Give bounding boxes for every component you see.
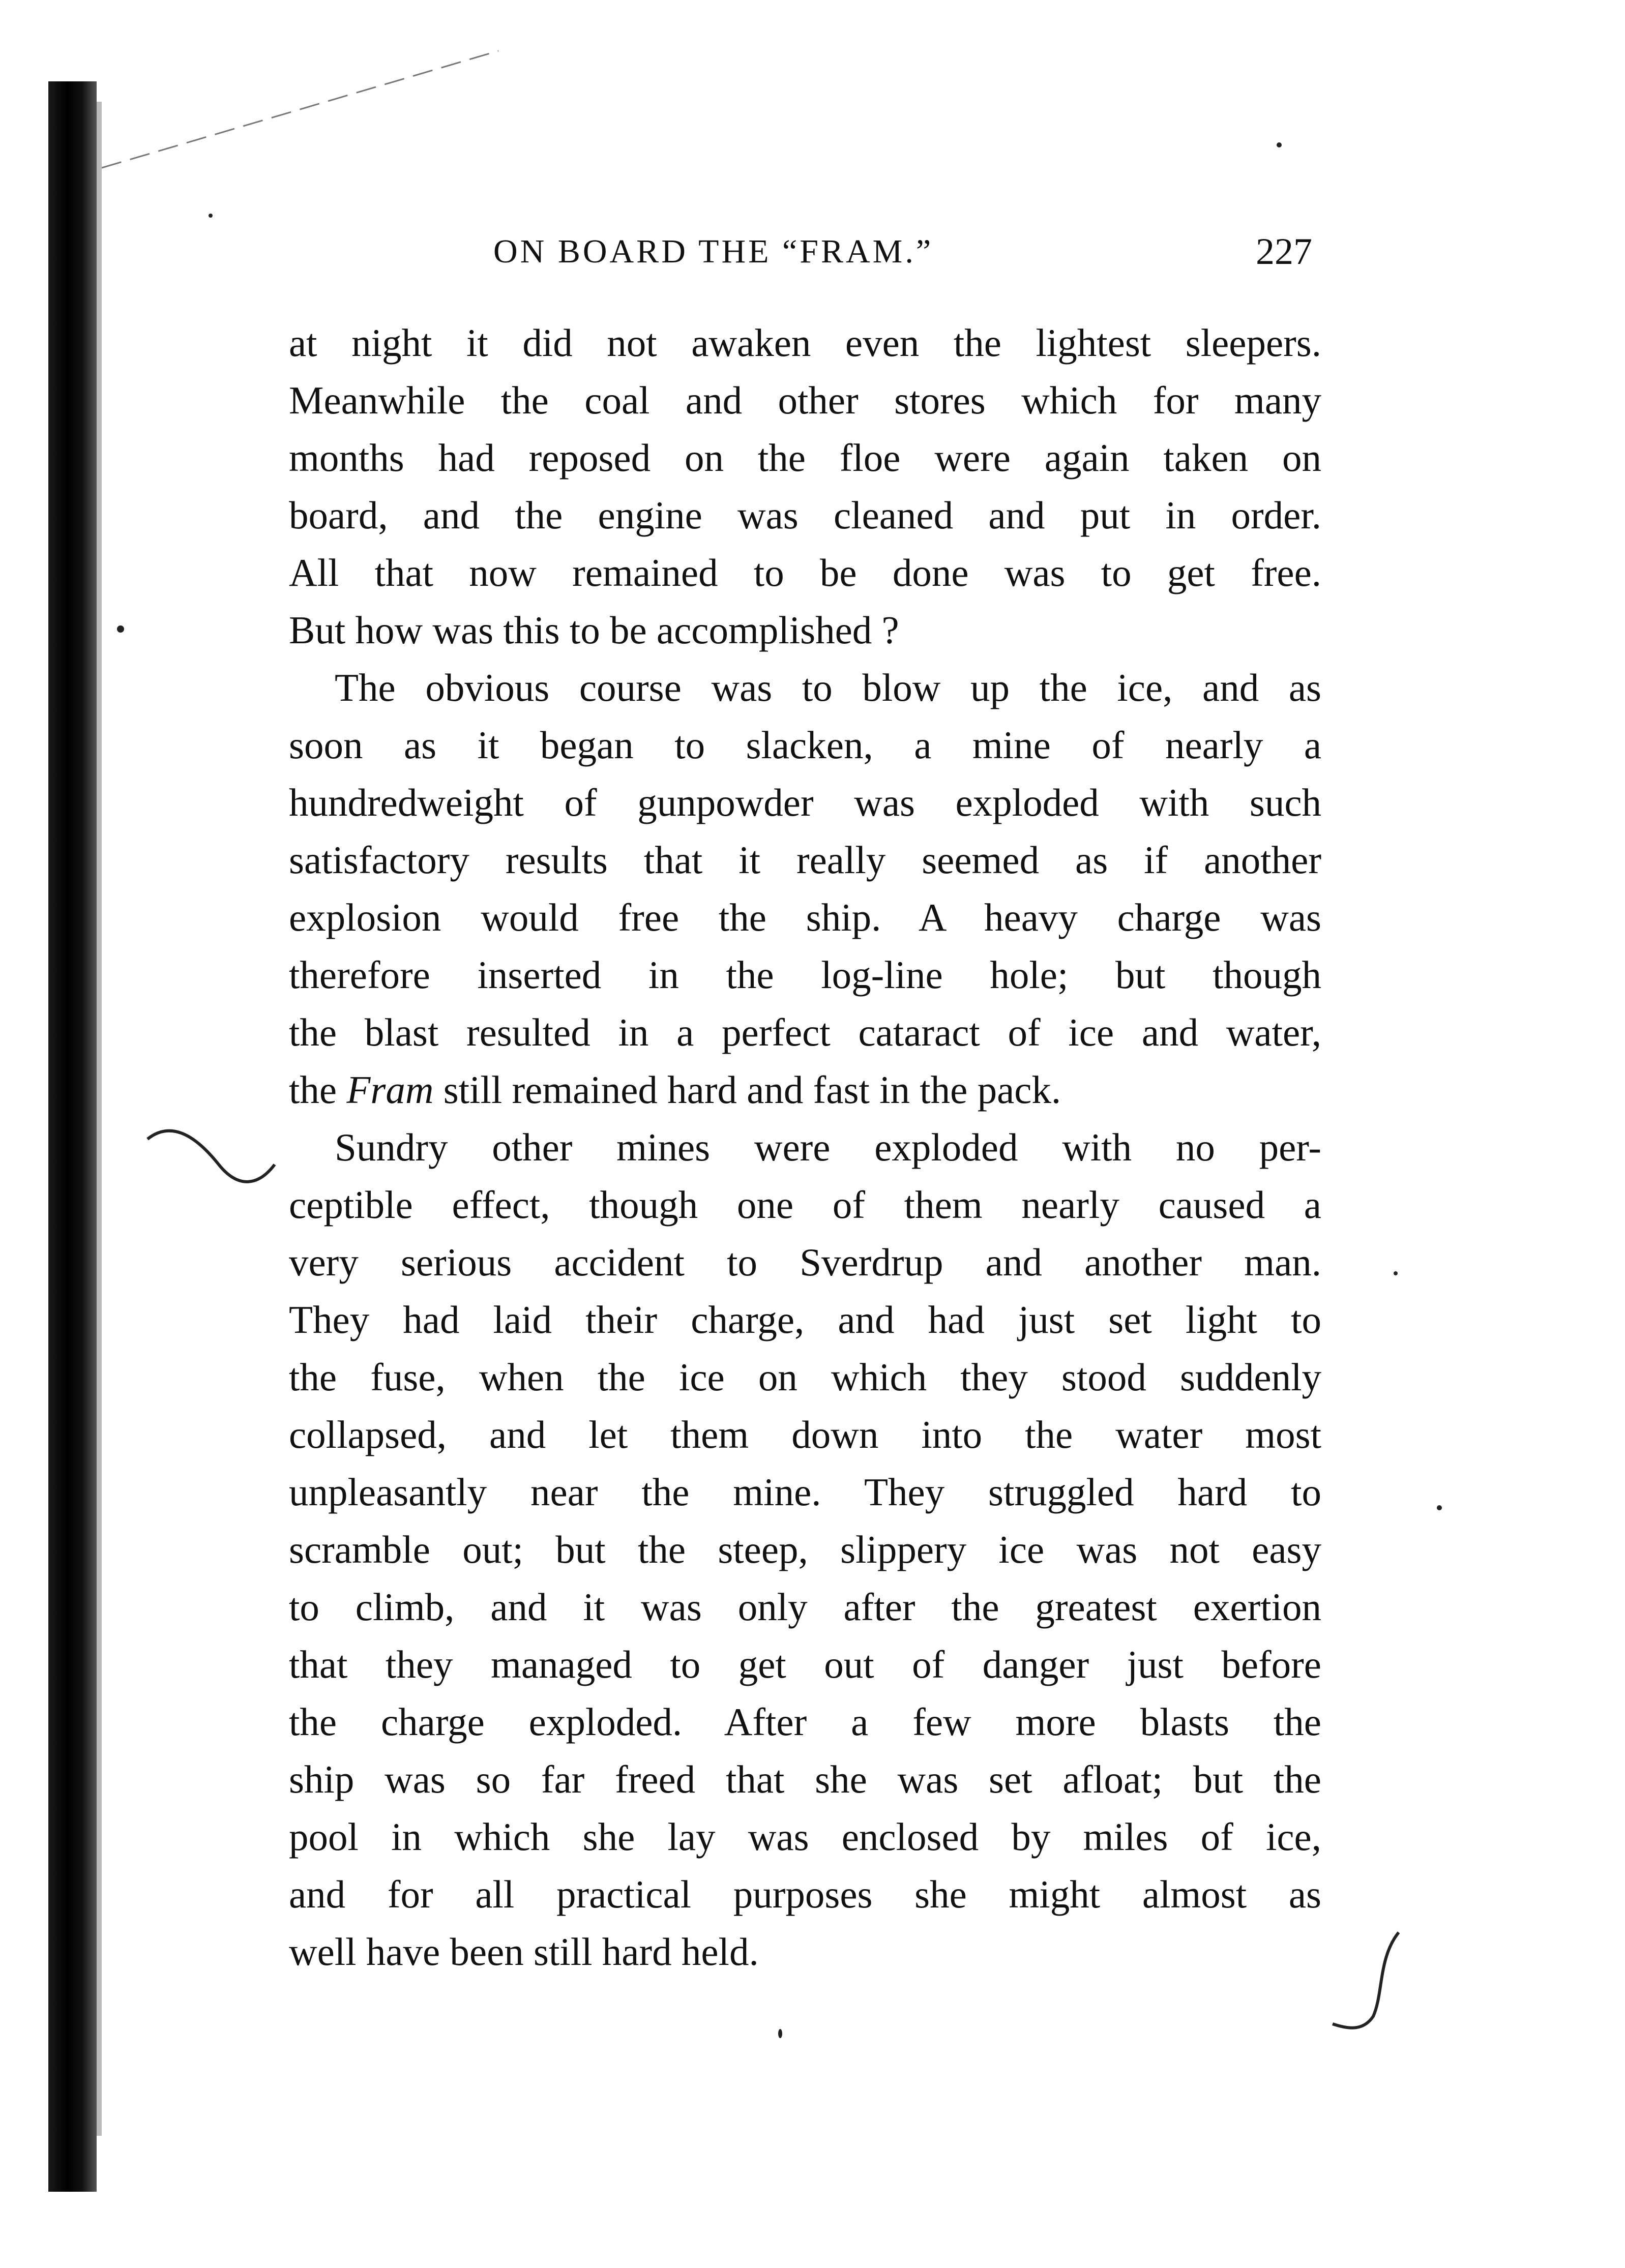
text-line: [289, 1061, 1321, 1119]
text-line: months had reposed on the floe were again taken on: [289, 436, 1321, 480]
text-line: very serious accident to Sverdrup and another man.: [289, 1240, 1321, 1284]
text-line: therefore inserted in the log-line hole; but though: [289, 953, 1321, 997]
text-run: the: [289, 1068, 347, 1112]
text-line: and for all practical purposes she might almost as: [289, 1872, 1321, 1916]
text-line: All that now remained to be done was to get free.: [289, 551, 1321, 594]
scan-speck: [1394, 1271, 1398, 1275]
text-line: that they managed to get out of danger just before: [289, 1643, 1321, 1686]
text-line: collapsed, and let them down into the water most: [289, 1413, 1321, 1456]
pencil-scribble-left: [142, 1109, 285, 1200]
text-line: ceptible effect, though one of them nearly caused a: [289, 1183, 1321, 1227]
scan-speck: [209, 214, 213, 218]
scan-speck: [1277, 142, 1282, 147]
text-line: board, and the engine was cleaned and put in order.: [289, 493, 1321, 537]
text-line: satisfactory results that it really seemed as if another: [289, 838, 1321, 882]
text-line: soon as it began to slacken, a mine of nearly a: [289, 723, 1321, 767]
text-line: well have been still hard held.: [289, 1930, 759, 1974]
text-line: hundredweight of gunpowder was exploded with such: [289, 781, 1321, 824]
binding-shadow: [48, 81, 97, 2192]
text-line: Sundry other mines were exploded with no per-: [335, 1125, 1321, 1169]
running-head: ON BOARD THE “FRAM.”: [493, 233, 934, 270]
text-line: scramble out; but the steep, slippery ice was not easy: [289, 1528, 1321, 1571]
scan-streak-top: [102, 46, 509, 173]
scan-speck: [778, 2029, 782, 2038]
binding-edge: [97, 102, 102, 2136]
text-line: the fuse, when the ice on which they stood suddenly: [289, 1355, 1321, 1399]
text-line: explosion would free the ship. A heavy charge was: [289, 896, 1321, 939]
text-line: the blast resulted in a perfect cataract of ice and water,: [289, 1010, 1321, 1054]
scan-speck: [1437, 1505, 1442, 1510]
text-line: unpleasantly near the mine. They struggled hard to: [289, 1470, 1321, 1514]
body-text: [289, 314, 1321, 1981]
text-line: ship was so far freed that she was set afloat; but the: [289, 1757, 1321, 1801]
text-line: But how was this to be accomplished ?: [289, 608, 899, 652]
text-line: the charge exploded. After a few more blasts the: [289, 1700, 1321, 1744]
text-line: They had laid their charge, and had just set light to: [289, 1298, 1321, 1341]
page-header: [290, 229, 1312, 285]
ship-name-italic: Fram: [346, 1068, 434, 1112]
text-line: at night it did not awaken even the lightest sleepers.: [289, 321, 1321, 365]
page-number: 227: [1256, 231, 1312, 273]
text-line: Meanwhile the coal and other stores which for many: [289, 378, 1321, 422]
scan-speck: [117, 625, 124, 633]
pencil-scribble-right: [1322, 1927, 1414, 2039]
text-line: pool in which she lay was enclosed by miles of ice,: [289, 1815, 1321, 1859]
text-line: to climb, and it was only after the greatest exertion: [289, 1585, 1321, 1629]
text-run: still remained hard and fast in the pack.: [433, 1068, 1061, 1112]
text-line: The obvious course was to blow up the ice, and as: [335, 666, 1321, 709]
